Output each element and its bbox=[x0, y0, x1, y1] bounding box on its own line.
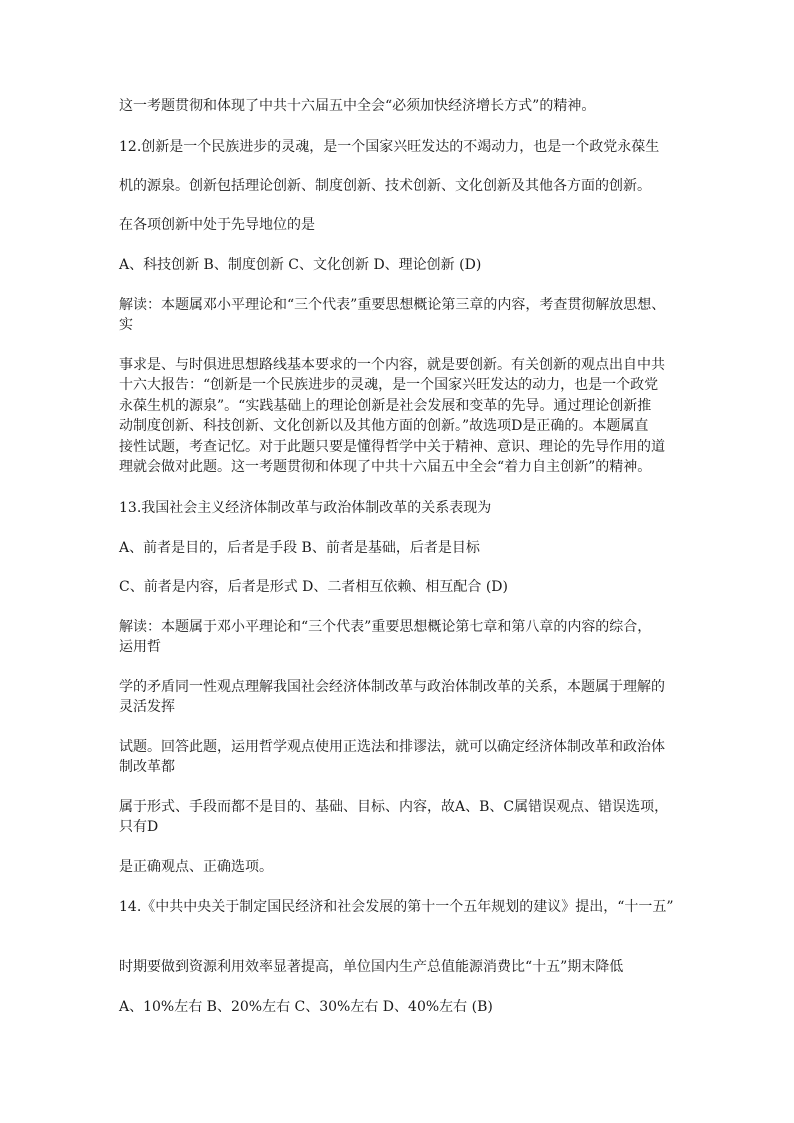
explanation-12-line: 实 bbox=[119, 317, 133, 333]
question-12-options: A、科技创新 B、制度创新 C、文化创新 D、理论创新 (D) bbox=[119, 257, 482, 273]
question-12-line-1: 12.创新是一个民族进步的灵魂，是一个国家兴旺发达的不竭动力，也是一个政党永葆生 bbox=[119, 139, 660, 155]
explanation-13-line: 灵活发挥 bbox=[119, 699, 175, 715]
explanation-12-line: 接性试题，考查记忆。对于此题只要是懂得哲学中关于精神、意识、理论的先导作用的道 bbox=[119, 439, 665, 455]
question-12-line-2: 机的源泉。创新包括理论创新、制度创新、技术创新、文化创新及其他各方面的创新。 bbox=[119, 178, 651, 194]
explanation-13-line: 属于形式、手段而都不是目的、基础、目标、内容，故A、B、C属错误观点、错误选项， bbox=[119, 799, 669, 815]
explanation-13-line: 只有D bbox=[119, 819, 159, 835]
text-line: 这一考题贯彻和体现了中共十六届五中全会“必须加快经济增长方式”的精神。 bbox=[119, 98, 596, 114]
question-14-options: A、10%左右 B、20%左右 C、30%左右 D、40%左右 (B) bbox=[119, 999, 493, 1015]
question-13-options: A、前者是目的，后者是手段 B、前者是基础，后者是目标 bbox=[119, 540, 480, 556]
explanation-12-line: 解读：本题属邓小平理论和“三个代表”重要思想概论第三章的内容，考查贯彻解放思想、 bbox=[119, 297, 666, 313]
explanation-13-line: 是正确观点、正确选项。 bbox=[119, 859, 273, 875]
explanation-13-line: 解读：本题属于邓小平理论和“三个代表”重要思想概论第七章和第八章的内容的综合， bbox=[119, 619, 652, 635]
explanation-12-line: 动制度创新、科技创新、文化创新以及其他方面的创新。”故选项D是正确的。本题属直 bbox=[119, 418, 649, 434]
question-12-line-3: 在各项创新中处于先导地位的是 bbox=[119, 217, 315, 233]
explanation-13-line: 制改革都 bbox=[119, 759, 175, 775]
question-13-options: C、前者是内容，后者是形式 D、二者相互依赖、相互配合 (D) bbox=[119, 579, 508, 595]
explanation-13-line: 试题。回答此题，运用哲学观点使用正选法和排谬法，就可以确定经济体制改革和政治体 bbox=[119, 739, 665, 755]
question-13-line: 13.我国社会主义经济体制改革与政治体制改革的关系表现为 bbox=[119, 500, 492, 516]
question-14-line-1: 14.《中共中央关于制定国民经济和社会发展的第十一个五年规划的建议》提出，“十一五” bbox=[119, 899, 674, 915]
explanation-13-line: 学的矛盾同一性观点理解我国社会经济体制改革与政治体制改革的关系，本题属于理解的 bbox=[119, 679, 665, 695]
explanation-12-line: 事求是、与时俱进思想路线基本要求的一个内容，就是要创新。有关创新的观点出自中共 bbox=[119, 357, 665, 373]
explanation-12-line: 十六大报告：“创新是一个民族进步的灵魂，是一个国家兴旺发达的动力，也是一个政党 bbox=[119, 377, 659, 393]
explanation-12-line: 理就会做对此题。这一考题贯彻和体现了中共十六届五中全会“着力自主创新”的精神。 bbox=[119, 459, 652, 475]
question-14-line-2: 时期要做到资源利用效率显著提高，单位国内生产总值能源消费比“十五”期末降低 bbox=[119, 959, 624, 975]
explanation-12-line: 永葆生机的源泉”。“实践基础上的理论创新是社会发展和变革的先导。通过理论创新推 bbox=[119, 398, 652, 414]
explanation-13-line: 运用哲 bbox=[119, 639, 161, 655]
